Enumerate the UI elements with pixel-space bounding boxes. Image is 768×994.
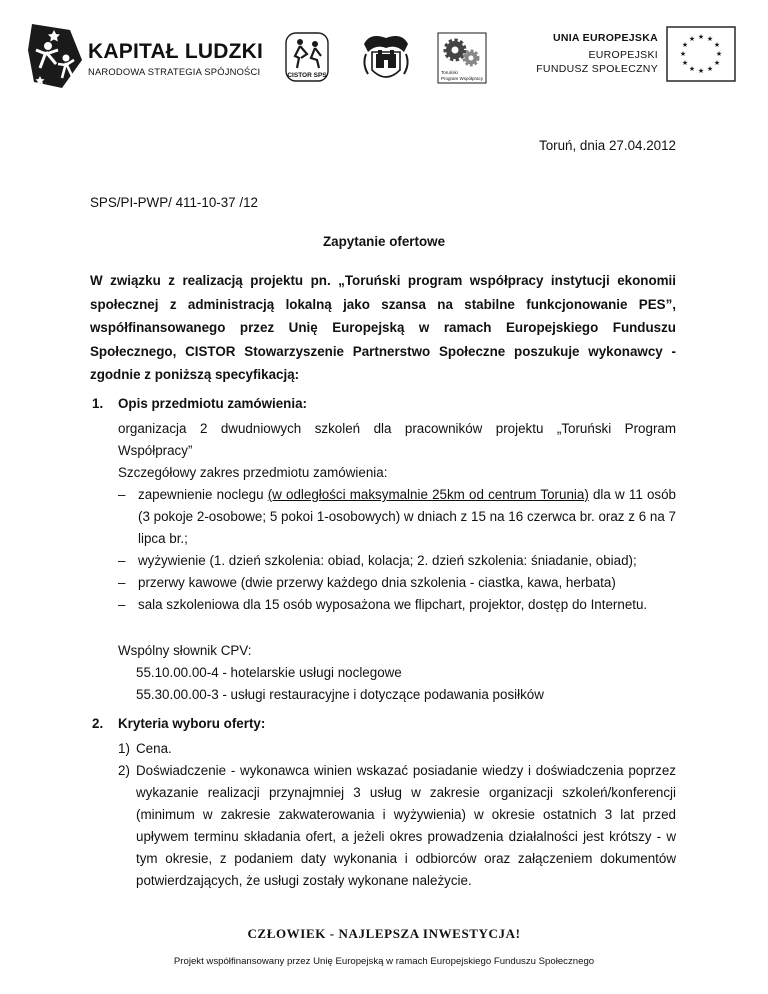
eu-label-line3: FUNDUSZ SPOŁECZNY bbox=[536, 63, 658, 75]
cpv-code: 55.10.00.00-4 - hotelarskie usługi noclegowe bbox=[136, 665, 402, 680]
svg-text:★: ★ bbox=[688, 35, 696, 43]
cpv-code: 55.30.00.00-3 - usługi restauracyjne i dotyczące podawania posiłków bbox=[136, 687, 544, 702]
svg-text:★: ★ bbox=[681, 41, 689, 49]
svg-text:★: ★ bbox=[715, 50, 723, 58]
footer-note: Projekt współfinansowany przez Unię Europejską w ramach Europejskiego Funduszu Społecznego bbox=[173, 956, 595, 967]
eu-flag-icon bbox=[666, 26, 736, 82]
svg-text:★: ★ bbox=[697, 33, 705, 41]
svg-text:★: ★ bbox=[697, 67, 705, 75]
document-title: Zapytanie ofertowe bbox=[322, 234, 446, 249]
kapital-ludzki-emblem-icon bbox=[26, 20, 88, 92]
program-logo-label: Toruński Program Współpracy bbox=[441, 70, 484, 81]
section-1-title: Opis przedmiotu zamówienia: bbox=[118, 396, 307, 411]
cpv-label: Wspólny słownik CPV: bbox=[118, 643, 252, 658]
eu-label-line1: UNIA EUROPEJSKA bbox=[552, 32, 658, 44]
footer-slogan: CZŁOWIEK - NAJLEPSZA INWESTYCJA! bbox=[247, 926, 521, 941]
eu-label-line2: EUROPEJSKI bbox=[588, 49, 658, 61]
cpv-block bbox=[118, 640, 544, 706]
list-item: – sala szkoleniowa dla 15 osób wyposażona we flipchart, projektor, dostęp do Internetu. bbox=[118, 594, 676, 616]
svg-text:★: ★ bbox=[688, 65, 696, 73]
distance-constraint: (w odległości maksymalnie 25km od centrum Torunia) bbox=[267, 487, 589, 502]
dash-bullet: – bbox=[118, 597, 126, 612]
svg-text:★: ★ bbox=[706, 65, 714, 73]
svg-text:★: ★ bbox=[713, 59, 721, 67]
list-item: 1) Cena. bbox=[118, 741, 172, 756]
kapital-ludzki-title: KAPITAŁ LUDZKI bbox=[88, 40, 264, 63]
section-1-body bbox=[118, 418, 676, 616]
list-item: – zapewnienie noclegu (w odległości maksymalnie 25km od centrum Torunia) dla w 11 osób (3 pokoje 2-osobowe; 5 pokoi 1-osobowych) w dniach z 15 na 16 czerwca br. oraz z 6 na 7 lipca br.; bbox=[118, 484, 676, 550]
section-1-description: organizacja 2 dwudniowych szkoleń dla pracowników projektu „Toruński Program Współpracy” bbox=[118, 421, 676, 458]
section-2-body bbox=[118, 738, 676, 892]
dash-bullet: – bbox=[118, 487, 126, 502]
list-item: – wyżywienie (1. dzień szkolenia: obiad, kolacja; 2. dzień szkolenia: śniadanie, obiad); bbox=[118, 550, 676, 572]
kapital-ludzki-subtitle: NARODOWA STRATEGIA SPÓJNOŚCI bbox=[88, 66, 261, 77]
svg-text:★: ★ bbox=[713, 41, 721, 49]
dash-bullet: – bbox=[118, 575, 126, 590]
svg-text:★: ★ bbox=[679, 50, 687, 58]
letter-date: Toruń, dnia 27.04.2012 bbox=[539, 138, 676, 153]
reference-number: SPS/PI-PWP/ 411-10-37 /12 bbox=[90, 195, 258, 210]
list-item: – przerwy kawowe (dwie przerwy każdego dnia szkolenia - ciastka, kawa, herbata) bbox=[118, 572, 676, 594]
section-2-title: Kryteria wyboru oferty: bbox=[118, 716, 266, 731]
list-item: 2) Doświadczenie - wykonawca winien wskazać posiadanie wiedzy i doświadczenia poprzez wykazanie realizacji przynajmniej 3 usług w zakresie organizacji szkoleń/konferencji (minimum w zakresie zakwaterowania i wyżywienia) w okresie ostatnich 3 lat przed upływem terminu składania ofert, a jeżeli okres prowadzenia działalności jest krótszy - w tym okresie, z podaniem daty wykonania i odbiorców oraz załączeniem dokumentów potwierdzających, że usługi zostały wykonane należycie. bbox=[118, 763, 676, 888]
section-1-number: 1. bbox=[92, 396, 104, 411]
section-2-number: 2. bbox=[92, 716, 104, 731]
scope-label: Szczegółowy zakres przedmiotu zamówienia: bbox=[118, 465, 388, 480]
cistor-label: CISTOR SPS bbox=[287, 72, 327, 79]
torun-crest-icon bbox=[360, 30, 412, 84]
svg-text:★: ★ bbox=[681, 59, 689, 67]
svg-text:★: ★ bbox=[706, 35, 714, 43]
dash-bullet: – bbox=[118, 553, 126, 568]
intro-paragraph: W związku z realizacją projektu pn. „Toruński program współpracy instytucji ekonomii społecznej z administracją lokalną jako szansa na stabilne funkcjonowanie PES”, współfinansowanego przez Unię Europejską w ramach Europejskiego Funduszu Społecznego, CISTOR Stowarzyszenie Partnerstwo Społeczne poszukuje wykonawcy - zgodnie z poniższą specyfikacją: bbox=[90, 273, 676, 382]
